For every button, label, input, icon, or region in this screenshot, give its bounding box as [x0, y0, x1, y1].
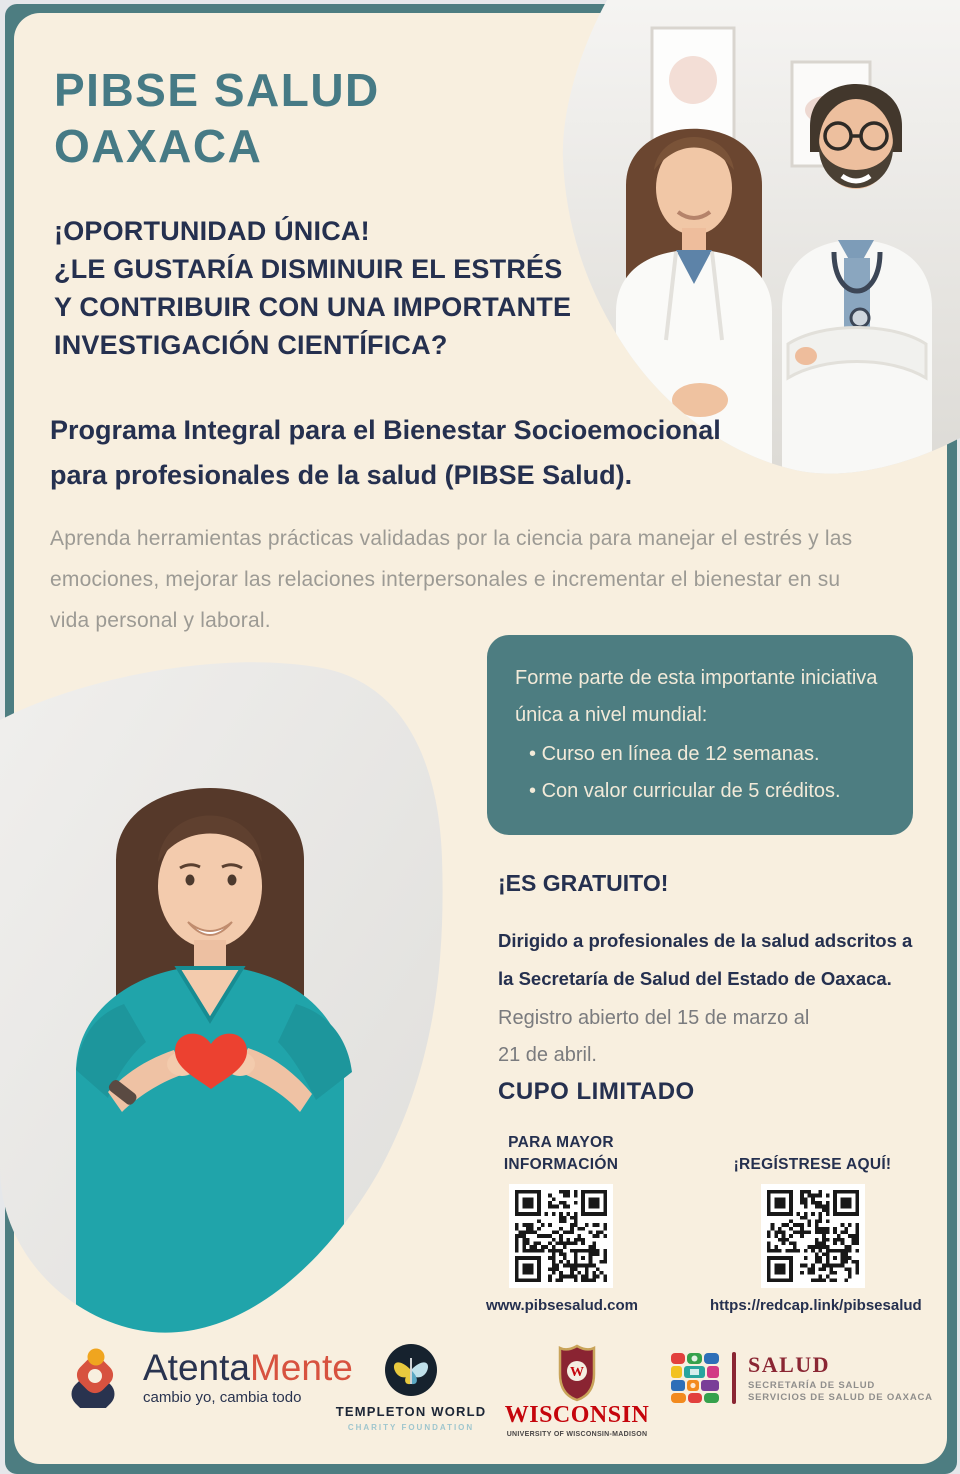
templeton-subtitle: CHARITY FOUNDATION: [347, 1423, 475, 1432]
poster-title-line2: OAXACA: [54, 120, 263, 172]
qr-code-register: [761, 1184, 865, 1288]
templeton-name: TEMPLETON WORLD: [335, 1404, 487, 1419]
nurse-photo: [0, 648, 448, 1354]
free-heading: ¡ES GRATUITO!: [498, 870, 669, 896]
audience-line2: la Secretaría de Salud del Estado de Oaxaca.: [498, 968, 892, 989]
wisconsin-logo: [504, 1344, 650, 1438]
atentamente-logo: [60, 1348, 353, 1408]
poster-title-line1: PIBSE SALUD: [54, 64, 380, 116]
poster-title: [54, 62, 380, 174]
intro-line3: vida personal y laboral.: [50, 609, 271, 632]
qr-register-block: [710, 1154, 922, 1314]
program-name: [50, 408, 721, 498]
atentamente-name-part1: Atenta: [143, 1347, 250, 1388]
salud-subtitle-line2: SERVICIOS DE SALUD DE OAXACA: [748, 1391, 933, 1403]
qr-info-label-line2: INFORMACIÓN: [503, 1156, 619, 1173]
audience-text: [498, 922, 912, 998]
qr-register-url: https://redcap.link/pibsesalud: [710, 1297, 922, 1314]
headline-line4: INVESTIGACIÓN CIENTÍFICA?: [54, 330, 448, 360]
qr-info-label: [486, 1132, 636, 1176]
salud-oaxaca-logo: [670, 1352, 933, 1404]
salud-logo-divider: [732, 1352, 736, 1404]
salud-subtitle: [748, 1380, 933, 1403]
registration-dates: [498, 1000, 809, 1074]
intro-paragraph: [50, 518, 852, 641]
headline: [54, 212, 571, 364]
registration-line1: Registro abierto del 15 de marzo al: [498, 1007, 810, 1029]
intro-line2: emociones, mejorar las relaciones interpersonales e incrementar el bienestar en su: [50, 568, 841, 591]
atentamente-logo-text: [143, 1348, 353, 1406]
wisconsin-crest-letter: W: [570, 1365, 584, 1380]
qr-info-label-line1: PARA MAYOR: [508, 1134, 614, 1151]
salud-mosaic-icon: [670, 1352, 720, 1404]
wisconsin-crest-icon: [558, 1344, 596, 1402]
salud-logo-text: [748, 1353, 933, 1403]
salud-subtitle-line1: SECRETARÍA DE SALUD: [748, 1380, 876, 1391]
qr-info-block: [486, 1132, 636, 1314]
initiative-bullet-list: [515, 736, 887, 810]
templeton-logo: [336, 1344, 486, 1432]
atentamente-tagline: cambio yo, cambia todo: [143, 1389, 302, 1406]
initiative-bullet-2: • Con valor curricular de 5 créditos.: [529, 773, 887, 810]
program-name-line1: Programa Integral para el Bienestar Socioemocional: [50, 415, 721, 445]
salud-name: SALUD: [748, 1352, 831, 1377]
qr-code-info: [509, 1184, 613, 1288]
headline-line1: ¡OPORTUNIDAD ÚNICA!: [54, 216, 370, 246]
atentamente-logo-icon: [60, 1348, 128, 1408]
initiative-box: [487, 635, 913, 835]
atentamente-name: [143, 1348, 353, 1388]
wisconsin-subtitle: UNIVERSITY OF WISCONSIN-MADISON: [506, 1431, 648, 1438]
atentamente-name-part2: Mente: [249, 1347, 353, 1388]
wisconsin-name: WISCONSIN: [504, 1402, 650, 1428]
initiative-bullet-1: • Curso en línea de 12 semanas.: [529, 736, 887, 773]
program-name-line2: para profesionales de la salud (PIBSE Salud).: [50, 460, 633, 490]
initiative-intro-line2: única a nivel mundial:: [515, 704, 708, 726]
headline-line3: Y CONTRIBUIR CON UNA IMPORTANTE: [54, 292, 572, 322]
audience-line1: Dirigido a profesionales de la salud adscritos a: [498, 930, 913, 951]
limited-capacity-heading: CUPO LIMITADO: [498, 1078, 695, 1105]
templeton-butterfly-icon: [385, 1344, 437, 1396]
qr-info-url: www.pibsesalud.com: [486, 1297, 638, 1314]
headline-line2: ¿LE GUSTARÍA DISMINUIR EL ESTRÉS: [54, 254, 563, 284]
initiative-intro-line1: Forme parte de esta importante iniciativa: [515, 667, 878, 689]
intro-line1: Aprenda herramientas prácticas validadas por la ciencia para manejar el estrés y las: [50, 527, 853, 550]
qr-register-label: ¡REGÍSTRESE AQUÍ!: [733, 1156, 892, 1173]
registration-line2: 21 de abril.: [498, 1044, 597, 1066]
